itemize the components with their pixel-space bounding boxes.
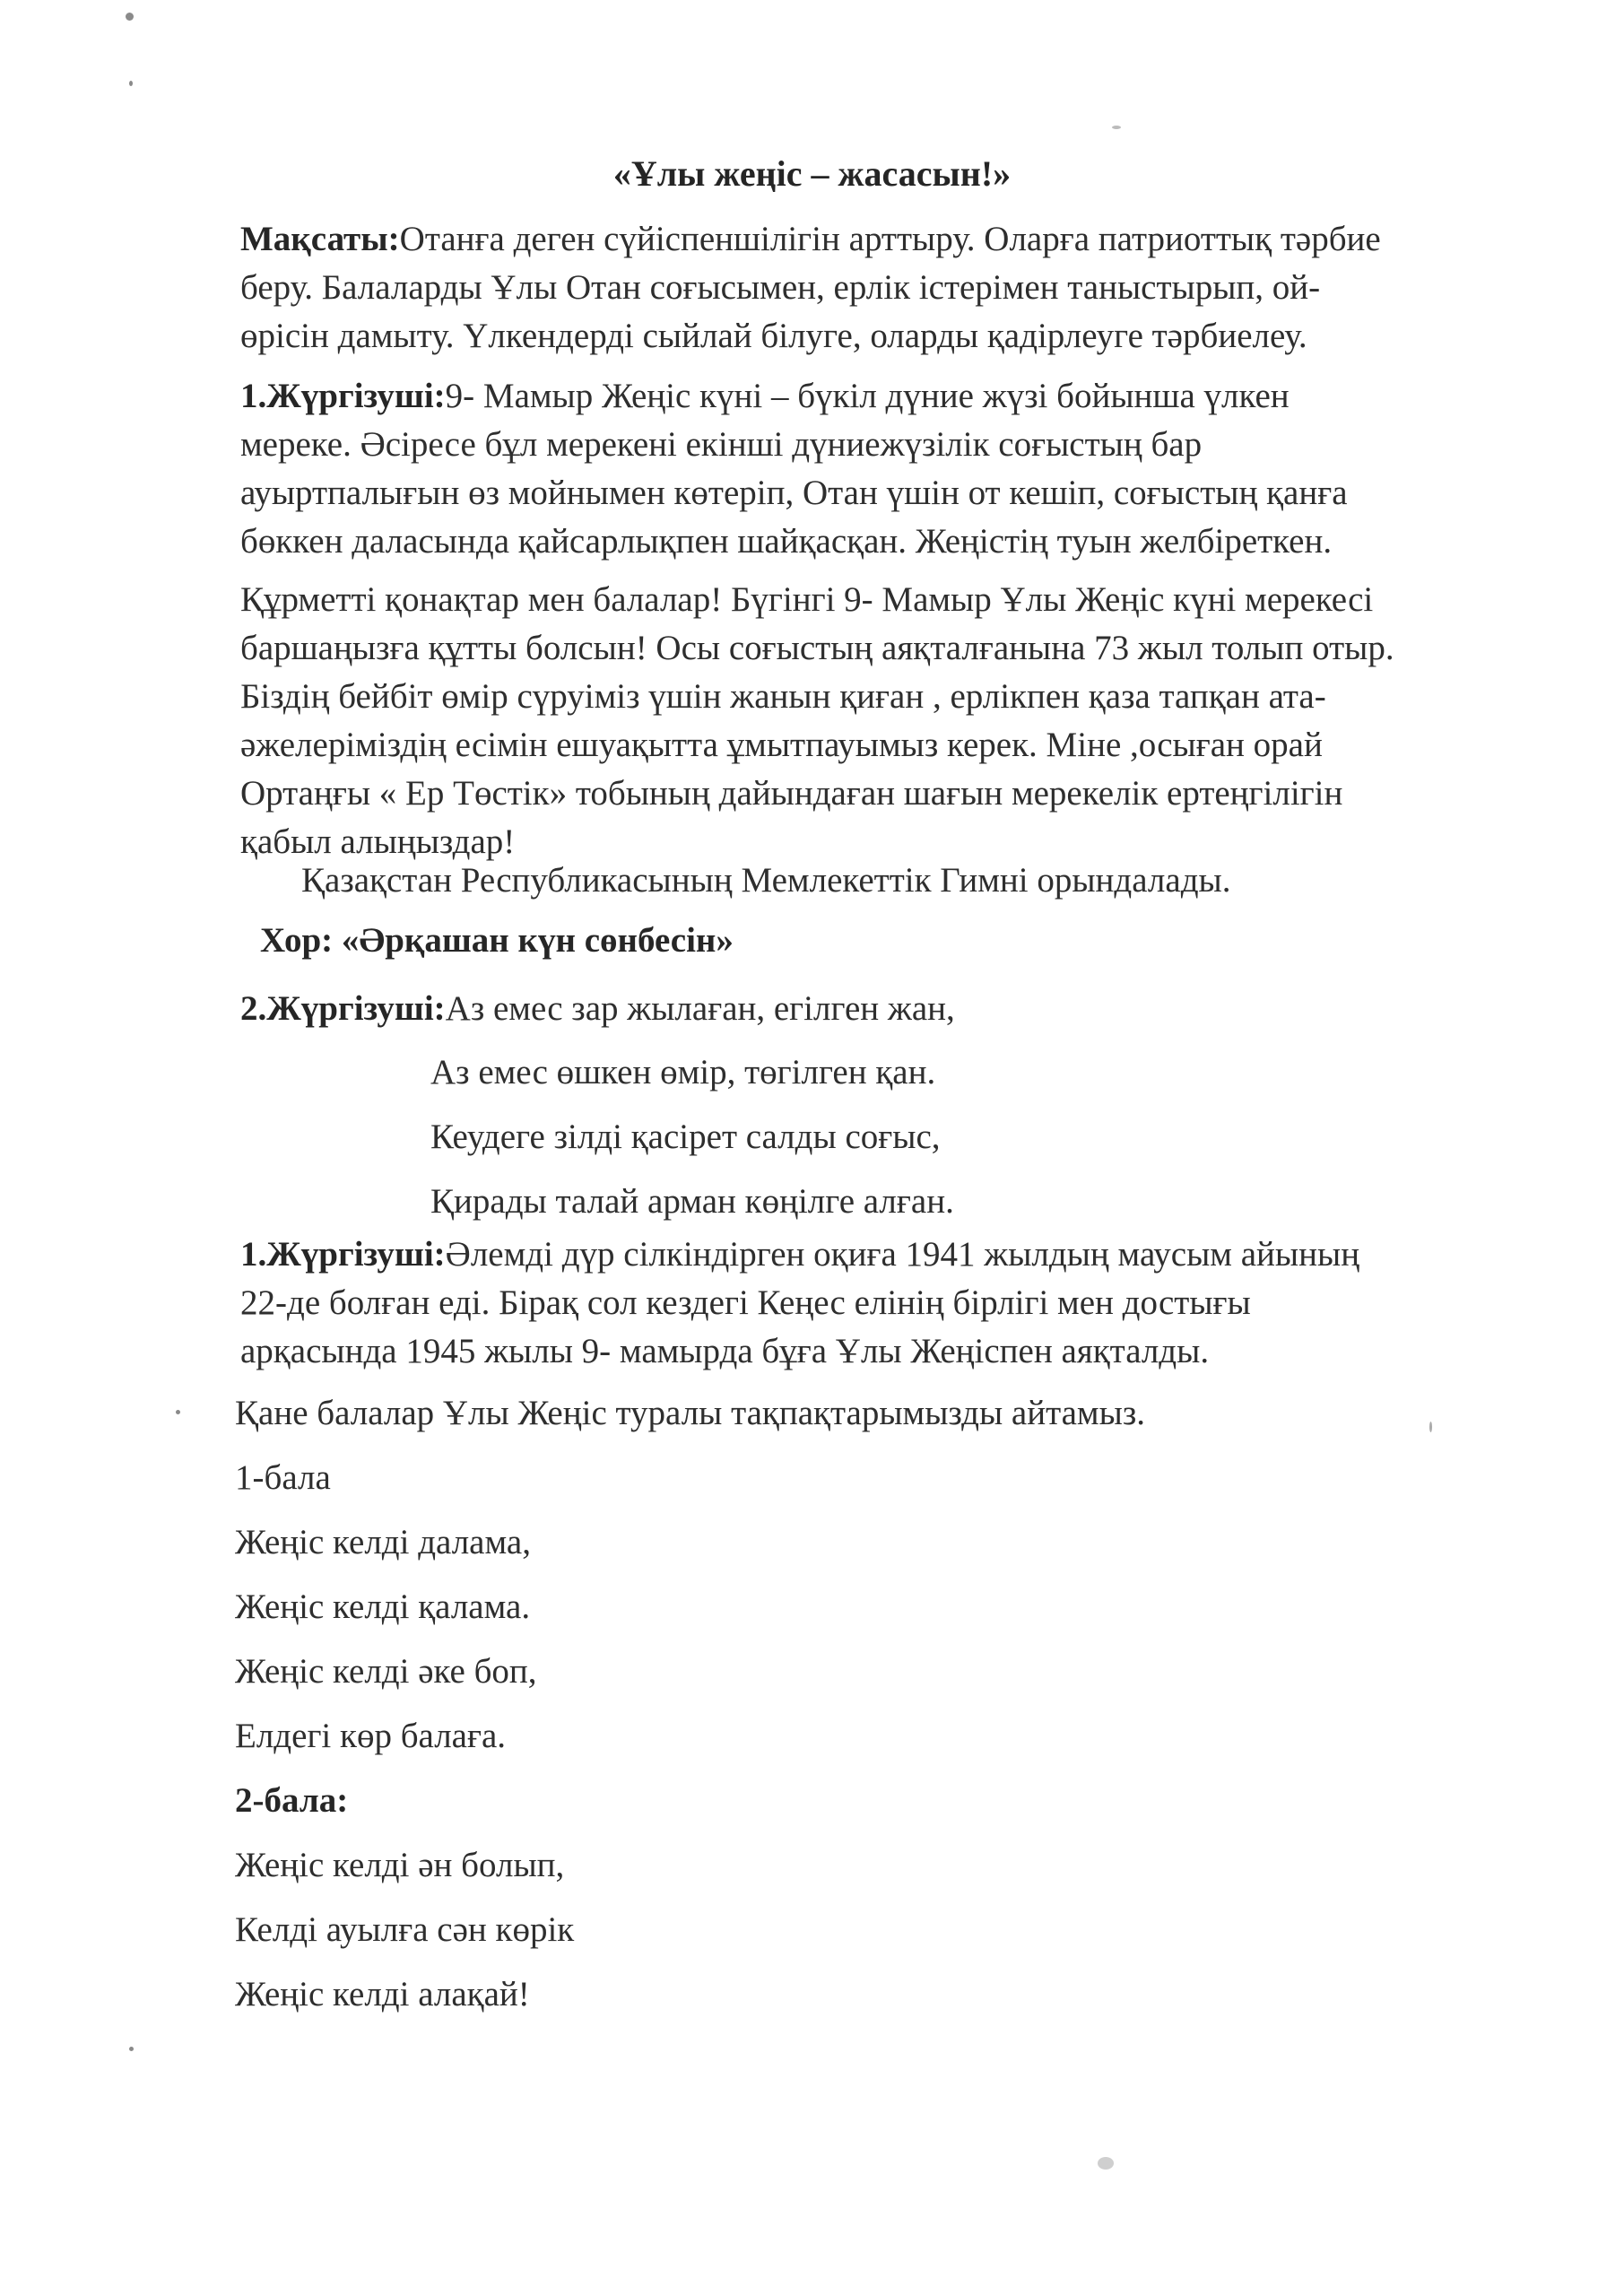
call-line: Қане балалар Ұлы Жеңіс туралы тақпақтарымызды айтамыз. [235, 1394, 1145, 1432]
scan-speck [126, 13, 134, 21]
poem-line: Келді ауылға сән көрік [235, 1910, 575, 1949]
poem-line: Жеңіс келді қалама. [235, 1587, 531, 1626]
child1-poem [235, 1446, 537, 1769]
host1-line: ауыртпалығын өз мойнымен көтеріп, Отан үшін от кешіп, соғыстың қанға [240, 474, 1348, 512]
host1-line: 22-де болған еді. Бірақ сол кездегі Кеңес елінің бірлігі мен достығы [240, 1283, 1251, 1322]
stanza-line: Кеудеге зілді қасірет салды соғыс, [430, 1118, 941, 1156]
greeting-line: баршаңызға құтты болсын! Осы соғыстың аяқталғанына 73 жыл толып отыр. [240, 629, 1394, 667]
greeting-line: Құрметті қонақтар мен балалар! Бүгінгі 9- Мамыр Ұлы Жеңіс күні мерекесі [240, 580, 1374, 619]
host1-line: Әлемді дүр сілкіндірген оқиға 1941 жылдың маусым айының [445, 1235, 1360, 1274]
goal-label: Мақсаты: [240, 220, 400, 258]
host1-second-speech [240, 1231, 1532, 1376]
host1-label: 1.Жүргізуші: [240, 377, 446, 415]
host1-line: арқасында 1945 жылы 9- мамырда бұға Ұлы Жеңіспен аяқталды. [240, 1332, 1210, 1370]
goal-paragraph [240, 215, 1532, 361]
host2-stanza [430, 1040, 954, 1234]
host1-line: мереке. Әсіресе бұл мерекені екінші дүниежүзілік соғыстың бар [240, 425, 1203, 464]
host2-first-line: Аз емес зар жылаған, егілген жан, [445, 989, 955, 1028]
host1-line: бөккен даласында қайсарлықпен шайқасқан. Жеңістің туын желбіреткен. [240, 522, 1333, 561]
host1-label: 1.Жүргізуші: [240, 1235, 446, 1274]
poem-line: Жеңіс келді далама, [235, 1523, 531, 1561]
poem-line: Жеңіс келді алақай! [235, 1975, 530, 2013]
child1-label: 1-бала [235, 1458, 331, 1497]
stanza-line: Қирады талай арман көңілге алған. [430, 1182, 954, 1221]
greeting-paragraph [240, 576, 1532, 866]
scan-speck [129, 2047, 134, 2051]
scan-speck [129, 81, 133, 86]
goal-line: өрісін дамыту. Үлкендерді сыйлай білуге, оларды қадірлеуге тәрбиелеу. [240, 317, 1307, 355]
poem-line: Елдегі көр балаға. [235, 1717, 507, 1755]
scan-speck [176, 1410, 180, 1414]
child2-poem [235, 1769, 574, 2027]
goal-line: беру. Балаларды Ұлы Отан соғысымен, ерлік істерімен таныстырып, ой- [240, 268, 1321, 307]
choir-text: Хор: «Әрқашан күн сөнбесін» [260, 921, 734, 960]
poem-line: Жеңіс келді әке боп, [235, 1652, 537, 1691]
scan-speck [1429, 1422, 1432, 1432]
stanza-line: Аз емес өшкен өмір, төгілген қан. [430, 1053, 936, 1091]
host1-line: 9- Мамыр Жеңіс күні – бүкіл дүние жүзі бойынша үлкен [445, 377, 1290, 415]
anthem-line [240, 857, 1532, 905]
poem-line: Жеңіс келді ән болып, [235, 1846, 565, 1884]
document-title: «Ұлы жеңіс – жасасын!» [612, 153, 1012, 194]
greeting-line: әжелеріміздің есімін ешуақытта ұмытпауымыз керек. Міне ,осыған орай [240, 726, 1323, 764]
greeting-line: қабыл алыңыздар! [240, 822, 516, 861]
scan-speck [1112, 126, 1121, 129]
scan-speck [1098, 2157, 1114, 2170]
host1-speech [240, 372, 1532, 566]
host2-speech [240, 985, 1532, 1033]
goal-line: Отанға деген сүйіспеншілігін арттыру. Оларға патриоттық тәрбие [399, 220, 1381, 258]
host2-label: 2.Жүргізуші: [240, 989, 446, 1028]
child2-label: 2-бала: [235, 1781, 349, 1820]
anthem-text: Қазақстан Республикасының Мемлекеттік Гимні орындалады. [301, 861, 1231, 900]
greeting-line: Ортаңғы « Ер Төстік» тобының дайындаған шағын мерекелік ертеңгілігін [240, 774, 1343, 813]
greeting-line: Біздің бейбіт өмір сүруіміз үшін жанын қиған , ерлікпен қаза тапқан ата- [240, 677, 1326, 716]
choir-line [260, 917, 1551, 965]
